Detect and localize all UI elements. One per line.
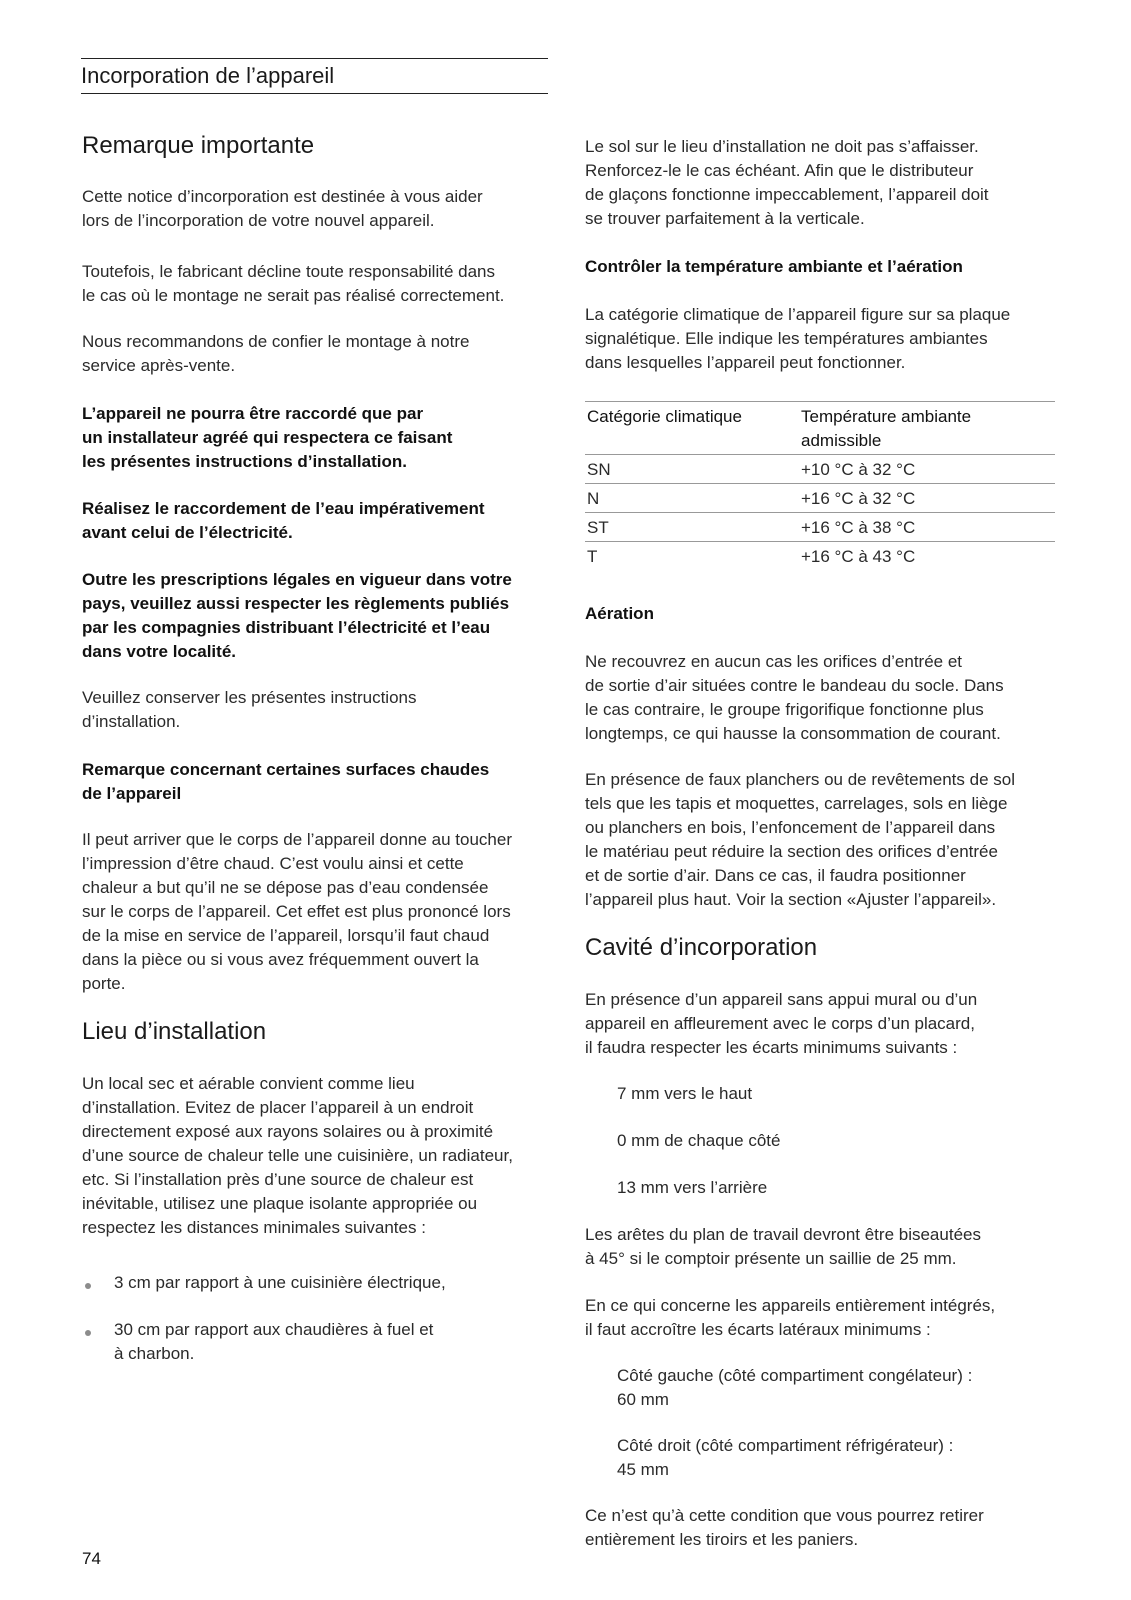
bold-paragraph-raccordement: Réalisez le raccordement de l’eau impérativement avant celui de l’électricité. — [82, 499, 485, 542]
heading-lieu-installation: Lieu d’installation — [82, 1018, 267, 1045]
table-cell: ST — [587, 518, 609, 537]
paragraph-intro: Cette notice d’incorporation est destinée à vous aider lors de l’incorporation de votre nouvel appareil. — [82, 187, 483, 230]
heading-cavite-incorporation: Cavité d’incorporation — [585, 934, 818, 961]
table-header-row — [585, 402, 1055, 455]
paragraph-integres: En ce qui concerne les appareils entièrement intégrés, il faut accroître les écarts latéraux minimums : — [585, 1296, 996, 1339]
paragraph-orifices: Ne recouvrez en aucun cas les orifices d’entrée et de sortie d’air situées contre le bandeau du socle. Dans le cas contraire, le groupe frigorifique fonctionne plus longtemps, ce qui hausse la consommation de courant. — [585, 652, 1004, 743]
page-number: 74 — [82, 1549, 101, 1568]
heading-remarque-importante: Remarque importante — [82, 132, 315, 159]
table-cell: N — [587, 489, 600, 508]
table-cell: +16 °C à 43 °C — [801, 547, 916, 566]
table-row — [585, 455, 1055, 484]
table-row — [585, 484, 1055, 513]
paragraph-faux-planchers: En présence de faux planchers ou de revêtements de sol tels que les tapis et moquettes, carrelages, sols en liège ou planchers en bois, l’enfoncement de l’appareil dans le matériau peut réduire la section des orifices d’entrée et de sortie d’air. Dans ce cas, il faudra positionner l’appareil plus haut. Voir la section «Ajuster l’appareil». — [585, 770, 1015, 909]
table-cell: T — [587, 547, 598, 566]
table-cell: SN — [587, 460, 611, 479]
paragraph-responsabilite: Toutefois, le fabricant décline toute responsabilité dans le cas où le montage ne serait pas réalisé correctement. — [82, 262, 505, 305]
paragraph-condition: Ce n’est qu’à cette condition que vous pourrez retirer entièrement les tiroirs et les paniers. — [585, 1506, 984, 1549]
paragraph-ecarts-minimums: En présence d’un appareil sans appui mural ou d’un appareil en affleurement avec le corps d’un placard, il faudra respecter les écarts minimums suivants : — [585, 990, 978, 1057]
subheading-aeration: Aération — [585, 604, 654, 623]
paragraph-aretes: Les arêtes du plan de travail devront être biseautées à 45° si le comptoir présente un saillie de 25 mm. — [585, 1225, 981, 1268]
subheading-temperature-aeration: Contrôler la température ambiante et l’aération — [585, 257, 963, 276]
paragraph-service: Nous recommandons de confier le montage à notre service après-vente. — [82, 332, 470, 375]
table-row — [585, 542, 1055, 570]
page-header — [81, 58, 548, 94]
paragraph-categorie-climatique: La catégorie climatique de l’appareil figure sur sa plaque signalétique. Elle indique les températures ambiantes dans lesquelles l’appareil peut fonctionner. — [585, 305, 1011, 372]
distance-item: Côté droit (côté compartiment réfrigérateur) : 45 mm — [617, 1436, 954, 1479]
table-header-cell: Température ambiante admissible — [801, 407, 972, 450]
table-cell: +16 °C à 32 °C — [801, 489, 916, 508]
paragraph-surfaces-chaudes: Il peut arriver que le corps de l’appareil donne au toucher l’impression d’être chaud. C’est voulu ainsi et cette chaleur a but qu’il ne se dépose pas d’eau condensée sur le corps de l’appareil. Cet effet est plus prononcé lors de la mise en service de l’appareil, lorsqu’il faut chaud dans la pièce ou si vous avez fréquemment ouvert la porte. — [82, 830, 512, 993]
distance-item: 13 mm vers l’arrière — [617, 1178, 768, 1197]
bold-paragraph-prescriptions: Outre les prescriptions légales en vigueur dans votre pays, veuillez aussi respecter les règlements publiés par les compagnies distribuant l’électricité et l’eau dans votre localité. — [82, 570, 512, 661]
list-item: 3 cm par rapport à une cuisinière électrique, — [114, 1273, 446, 1292]
paragraph-sol: Le sol sur le lieu d’installation ne doit pas s’affaisser. Renforcez-le le cas échéant. Afin que le distributeur de glaçons fonctionne impeccablement, l’appareil doit se trouver parfaitement à la verticale. — [585, 137, 989, 228]
table-cell: +16 °C à 38 °C — [801, 518, 916, 537]
page-title: Incorporation de l’appareil — [81, 63, 335, 88]
distance-item: 7 mm vers le haut — [617, 1084, 753, 1103]
subheading-surfaces-chaudes: Remarque concernant certaines surfaces chaudes de l’appareil — [82, 760, 490, 803]
paragraph-lieu-installation: Un local sec et aérable convient comme lieu d’installation. Evitez de placer l’appareil à un endroit directement exposé aux rayons solaires ou à proximité d’une source de chaleur telle une cuisinière, un radiateur, etc. Si l’installation près d’une source de chaleur est inévitable, utilisez une plaque isolante appropriée ou respectez les distances minimales suivantes : — [82, 1074, 513, 1237]
table-header-cell: Catégorie climatique — [587, 407, 742, 426]
distance-item: Côté gauche (côté compartiment congélateur) : 60 mm — [617, 1366, 973, 1409]
distance-item: 0 mm de chaque côté — [617, 1131, 781, 1150]
paragraph-conserver: Veuillez conserver les présentes instructions d’installation. — [82, 688, 417, 731]
table-row — [585, 513, 1055, 542]
climate-table — [585, 401, 1055, 570]
table-cell: +10 °C à 32 °C — [801, 460, 916, 479]
list-item: 30 cm par rapport aux chaudières à fuel et à charbon. — [114, 1320, 434, 1363]
bold-paragraph-installateur: L’appareil ne pourra être raccordé que par un installateur agréé qui respectera ce faisant les présentes instructions d’installation. — [82, 404, 453, 471]
